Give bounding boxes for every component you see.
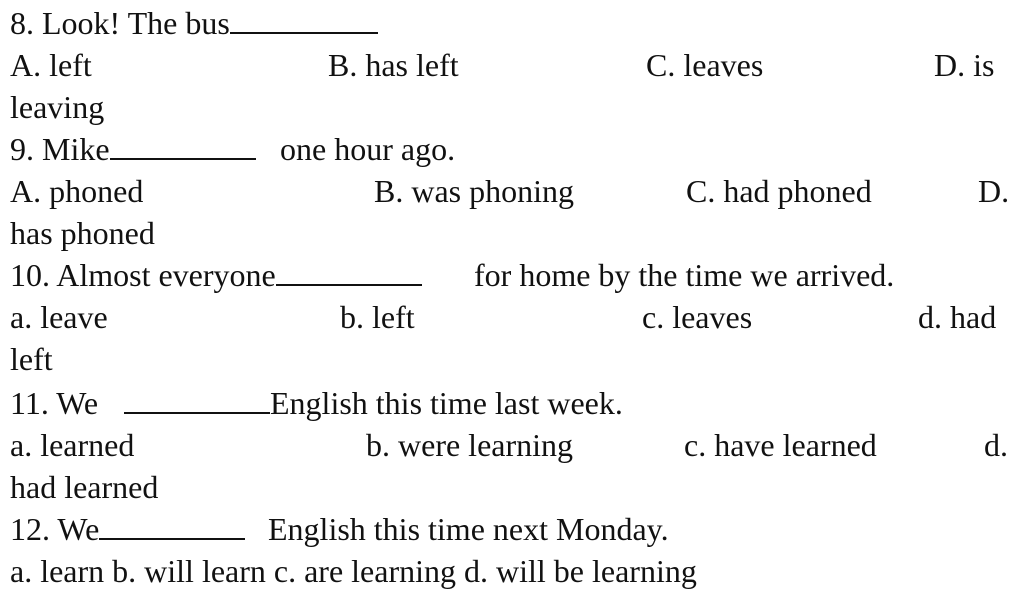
question-9-options xyxy=(0,170,1024,212)
question-11-prompt xyxy=(0,382,1024,424)
question-12-stem-end: English this time next Monday. xyxy=(268,511,669,547)
question-9-option-d-wrap xyxy=(0,212,1024,254)
question-12-prompt xyxy=(0,508,1024,550)
question-11-option-a: a. learned xyxy=(10,427,135,463)
question-10-option-b: b. left xyxy=(340,299,415,335)
question-11-option-b: b. were learning xyxy=(366,427,574,463)
question-9-stem: 9. Mike xyxy=(10,131,110,167)
question-12-options xyxy=(0,550,1024,592)
question-11-option-d: d. xyxy=(984,427,1008,463)
question-12-options-text: a. learn b. will learn c. are learning d. will be learning xyxy=(10,553,697,589)
question-8-option-d: D. is xyxy=(934,47,995,83)
question-9-option-a: A. phoned xyxy=(10,173,144,209)
question-10-option-c: c. leaves xyxy=(642,299,753,335)
question-10-option-d: d. had xyxy=(918,299,997,335)
question-10-stem-end: for home by the time we arrived. xyxy=(474,257,895,293)
question-10-option-d-continued: left xyxy=(10,341,53,377)
question-11-option-d-wrap xyxy=(0,466,1024,508)
question-12-stem: 12. We xyxy=(10,511,100,547)
question-10-prompt xyxy=(0,254,1024,296)
question-8-option-d-continued: leaving xyxy=(10,89,105,125)
question-9-stem-end: one hour ago. xyxy=(280,131,456,167)
question-11-option-d-continued: had learned xyxy=(10,469,159,505)
question-8-option-b: B. has left xyxy=(328,47,459,83)
question-8-prompt xyxy=(0,2,1024,44)
question-9-option-b: B. was phoning xyxy=(374,173,574,209)
question-10-blank xyxy=(276,254,422,286)
question-8-option-d-wrap xyxy=(0,86,1024,128)
question-11-blank xyxy=(124,382,270,414)
question-8-option-c: C. leaves xyxy=(646,47,764,83)
question-10-option-a: a. leave xyxy=(10,299,108,335)
question-10-option-d-wrap xyxy=(0,338,1024,380)
question-9-option-d-continued: has phoned xyxy=(10,215,155,251)
question-8-stem: 8. Look! The bus xyxy=(10,5,230,41)
question-10-options xyxy=(0,296,1024,338)
question-10-stem: 10. Almost everyone xyxy=(10,257,276,293)
question-9-prompt xyxy=(0,128,1024,170)
question-8-option-a: A. left xyxy=(10,47,92,83)
question-11-stem-end: English this time last week. xyxy=(270,385,623,421)
question-8-blank xyxy=(230,2,378,34)
question-11-stem: 11. We xyxy=(10,385,99,421)
question-11-options xyxy=(0,424,1024,466)
question-11-option-c: c. have learned xyxy=(684,427,877,463)
question-12-blank xyxy=(99,508,245,540)
question-9-option-c: C. had phoned xyxy=(686,173,872,209)
question-8-options xyxy=(0,44,1024,86)
question-9-blank xyxy=(110,128,256,160)
question-9-option-d: D. xyxy=(978,173,1010,209)
